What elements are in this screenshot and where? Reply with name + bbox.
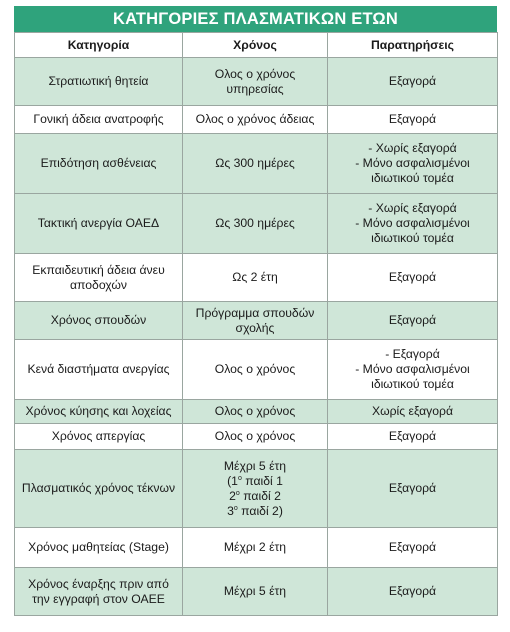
cell-category: Εκπαιδευτική άδεια άνευ αποδοχών: [15, 254, 183, 302]
cell-category: Γονική άδεια ανατροφής: [15, 106, 183, 134]
cell-category: Κενά διαστήματα ανεργίας: [15, 340, 183, 400]
cell-time: Ως 300 ημέρες: [183, 194, 328, 254]
cell-notes: - Εξαγορά - Μόνο ασφαλισμένοι ιδιωτικού τομέα: [328, 340, 498, 400]
header-time: Χρόνος: [183, 33, 328, 58]
cell-time: Ως 2 έτη: [183, 254, 328, 302]
header-category: Κατηγορία: [15, 33, 183, 58]
cell-notes: - Χωρίς εξαγορά - Μόνο ασφαλισμένοι ιδιωτικού τομέα: [328, 194, 498, 254]
table-row: [15, 58, 498, 106]
cell-category: Χρόνος μαθητείας (Stage): [15, 528, 183, 568]
cell-time: Ολος ο χρόνος άδειας: [183, 106, 328, 134]
table-row: [15, 134, 498, 194]
cell-notes: - Χωρίς εξαγορά - Μόνο ασφαλισμένοι ιδιωτικού τομέα: [328, 134, 498, 194]
cell-category: Χρόνος σπουδών: [15, 302, 183, 340]
cell-notes: Εξαγορά: [328, 302, 498, 340]
cell-category: Χρόνος έναρξης πριν από την εγγραφή στον ΟΑΕΕ: [15, 568, 183, 616]
cell-category: Τακτική ανεργία ΟΑΕΔ: [15, 194, 183, 254]
cell-time: Μέχρι 5 έτη: [183, 568, 328, 616]
cell-category: Στρατιωτική θητεία: [15, 58, 183, 106]
cell-category: Χρόνος κύησης και λοχείας: [15, 400, 183, 424]
cell-time: Ολος ο χρόνος υπηρεσίας: [183, 58, 328, 106]
cell-time: Ολος ο χρόνος: [183, 340, 328, 400]
table-row: [15, 340, 498, 400]
table-row: [15, 194, 498, 254]
cell-notes: Εξαγορά: [328, 568, 498, 616]
header-row: [15, 33, 498, 58]
table-row: [15, 106, 498, 134]
cell-category: Πλασματικός χρόνος τέκνων: [15, 450, 183, 528]
cell-notes: Εξαγορά: [328, 58, 498, 106]
table-row: [15, 302, 498, 340]
time-line: ($1^o$ παιδί 1: [227, 473, 283, 488]
time-line: $3^o$ παιδί 2): [227, 503, 283, 518]
cell-time: [183, 450, 328, 528]
header-notes: Παρατηρήσεις: [328, 33, 498, 58]
cell-category: Χρόνος απεργίας: [15, 424, 183, 450]
cell-time: Ολος ο χρόνος: [183, 400, 328, 424]
table-row: [15, 450, 498, 528]
time-line: $2^o$ παιδί 2: [229, 488, 281, 503]
cell-notes: Χωρίς εξαγορά: [328, 400, 498, 424]
cell-notes: Εξαγορά: [328, 106, 498, 134]
table-row: [15, 254, 498, 302]
table-row: [15, 424, 498, 450]
table-row: [15, 528, 498, 568]
cell-category: Επιδότηση ασθένειας: [15, 134, 183, 194]
cell-notes: Εξαγορά: [328, 254, 498, 302]
table-title: ΚΑΤΗΓΟΡΙΕΣ ΠΛΑΣΜΑΤΙΚΩΝ ΕΤΩΝ: [14, 6, 497, 32]
cell-time: Πρόγραμμα σπουδών σχολής: [183, 302, 328, 340]
cell-notes: Εξαγορά: [328, 450, 498, 528]
cell-time: Ως 300 ημέρες: [183, 134, 328, 194]
table-row: [15, 400, 498, 424]
table-container: [14, 6, 497, 616]
time-line: Μέχρι 5 έτη: [223, 458, 287, 473]
cell-time: Ολος ο χρόνος: [183, 424, 328, 450]
cell-notes: Εξαγορά: [328, 424, 498, 450]
cell-time: Μέχρι 2 έτη: [183, 528, 328, 568]
cell-notes: Εξαγορά: [328, 528, 498, 568]
categories-table: [14, 32, 498, 616]
table-row: [15, 568, 498, 616]
